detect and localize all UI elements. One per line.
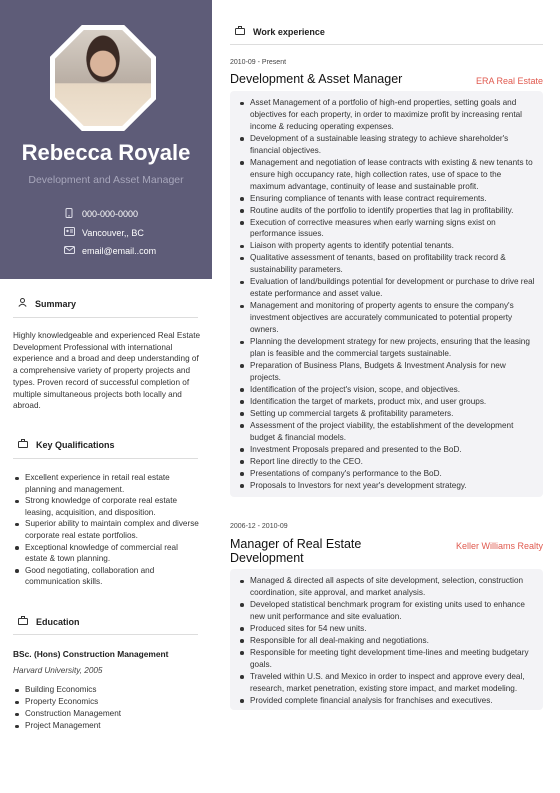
list-item: Strong knowledge of corporate real estate leasing, acquisition, and disposition. (15, 495, 200, 518)
candidate-name: Rebecca Royale (21, 140, 191, 165)
qualifications-heading (18, 439, 115, 450)
list-item: Management and monitoring of property agents to ensure the company's investment objectives are accurately communicated to potential property owners. (240, 300, 536, 336)
list-item: Property Economics (15, 696, 121, 708)
briefcase-icon (18, 439, 28, 450)
email-text[interactable]: email@email..com (82, 246, 157, 256)
list-item: Presentations of company's performance to the BoD. (240, 468, 536, 480)
list-item: Liaison with property agents to identify potential tenants. (240, 240, 536, 252)
divider (13, 458, 198, 459)
list-item: Produced sites for 54 new units. (240, 623, 536, 635)
work-title: Work experience (253, 26, 325, 37)
list-item: Managed & directed all aspects of site development, selection, construction coordination, site approval, and market analysis. (240, 575, 536, 599)
list-item: Setting up commercial targets & profitability parameters. (240, 408, 536, 420)
job-dates: 2010-09 - Present (230, 59, 287, 66)
list-item: Construction Management (15, 708, 121, 720)
summary-text: Highly knowledgeable and experienced Real Estate Development Professional with international experience and a broad and deep understanding of a comprehensive variety of property projects and types. Proven record of successful completion of multiple simultaneous projects both locally and abroad. (13, 331, 201, 411)
list-item: Management and negotiation of lease contracts with existing & new tenants to ensure high occupancy rate, high collection rates, use of space to the maximum advantage, continuity of lease and sustainable profit. (240, 157, 536, 193)
list-item: Traveled within U.S. and Mexico in order to inspect and approve every deal, research, market penetration, existing store impact, and market modeling. (240, 671, 536, 695)
job-bullets (240, 575, 536, 706)
list-item: Developed statistical benchmark program for existing units used to enhance new unit performance and site evaluation. (240, 599, 536, 623)
education-title: Education (36, 616, 80, 627)
list-item: Building Economics (15, 684, 121, 696)
briefcase-icon (235, 26, 245, 37)
candidate-role: Development and Asset Manager (28, 174, 184, 186)
divider (230, 44, 543, 45)
education-heading (18, 616, 80, 627)
work-heading (235, 26, 325, 37)
education-courses (15, 684, 121, 732)
job-title: Development & Asset Manager (230, 72, 403, 86)
education-school: Harvard University, 2005 (13, 666, 103, 675)
list-item: Evaluation of land/buildings potential for development or purchase to drive real estate performance and asset value. (240, 276, 536, 300)
list-item: Ensuring compliance of tenants with lease contract requirements. (240, 193, 536, 205)
list-item: Proposals to Investors for next year's development strategy. (240, 480, 536, 492)
contact-email (62, 246, 156, 256)
list-item: Asset Management of a portfolio of high-end properties, setting goals and objectives for each property, in order to maximize profit by increasing rental income & reducing operating expenses. (240, 97, 536, 133)
list-item: Qualitative assessment of tenants, based on profitability track record & sustainability parameters. (240, 252, 536, 276)
list-item: Preparation of Business Plans, Budgets & Investment Analysis for new projects. (240, 360, 536, 384)
divider (13, 317, 198, 318)
job-company: Keller Williams Realty (455, 541, 543, 551)
job-title: Manager of Real Estate Development (230, 537, 362, 565)
education-degree: BSc. (Hons) Construction Management (13, 649, 169, 659)
list-item: Exceptional knowledge of commercial real estate & town planning. (15, 542, 200, 565)
list-item: Superior ability to maintain complex and diverse corporate real estate portfolios. (15, 518, 200, 541)
list-item: Planning the development strategy for new projects, ensuring that the leasing plan is feasible and the commercial targets sustainable. (240, 336, 536, 360)
divider (13, 634, 198, 635)
list-item: Responsible for all deal-making and negotiations. (240, 635, 536, 647)
list-item: Good negotiating, collaboration and communication skills. (15, 565, 200, 588)
job-bullets (240, 97, 536, 491)
qualifications-list (15, 472, 200, 588)
qualifications-title: Key Qualifications (36, 439, 115, 450)
list-item: Report line directly to the CEO. (240, 456, 536, 468)
list-item: Excellent experience in retail real estate planning and management. (15, 472, 200, 495)
location-text: Vancouver,, BC (82, 227, 144, 238)
list-item: Development of a sustainable leasing strategy to achieve shareholder's financial objectives. (240, 133, 536, 157)
list-item: Investment Proposals prepared and presented to the BoD. (240, 444, 536, 456)
list-item: Responsible for meeting tight development time-lines and meeting budgetary goals. (240, 647, 536, 671)
job-company: ERA Real Estate (475, 76, 543, 86)
graduation-icon (18, 616, 28, 627)
job-dates: 2006-12 - 2010-09 (230, 523, 288, 530)
email-icon (62, 246, 76, 256)
list-item: Identification the target of markets, product mix, and user groups. (240, 396, 536, 408)
list-item: Identification of the project's vision, scope, and objectives. (240, 384, 536, 396)
summary-title: Summary (35, 298, 77, 309)
location-icon (62, 227, 76, 238)
list-item: Project Management (15, 720, 121, 732)
list-item: Assessment of the project viability, the establishment of the development budget & financial models. (240, 420, 536, 444)
contact-location (62, 227, 144, 238)
phone-text: 000-000-0000 (82, 209, 139, 219)
summary-heading (18, 298, 76, 309)
contact-phone (62, 208, 138, 220)
person-icon (18, 298, 27, 309)
list-item: Execution of corrective measures when early warning signs exist on performance issues. (240, 217, 536, 241)
list-item: Provided complete financial analysis for franchises and executives. (240, 695, 536, 707)
list-item: Routine audits of the portfolio to identify properties that lag in profitability. (240, 205, 536, 217)
phone-icon (62, 208, 76, 220)
profile-photo (55, 30, 151, 126)
